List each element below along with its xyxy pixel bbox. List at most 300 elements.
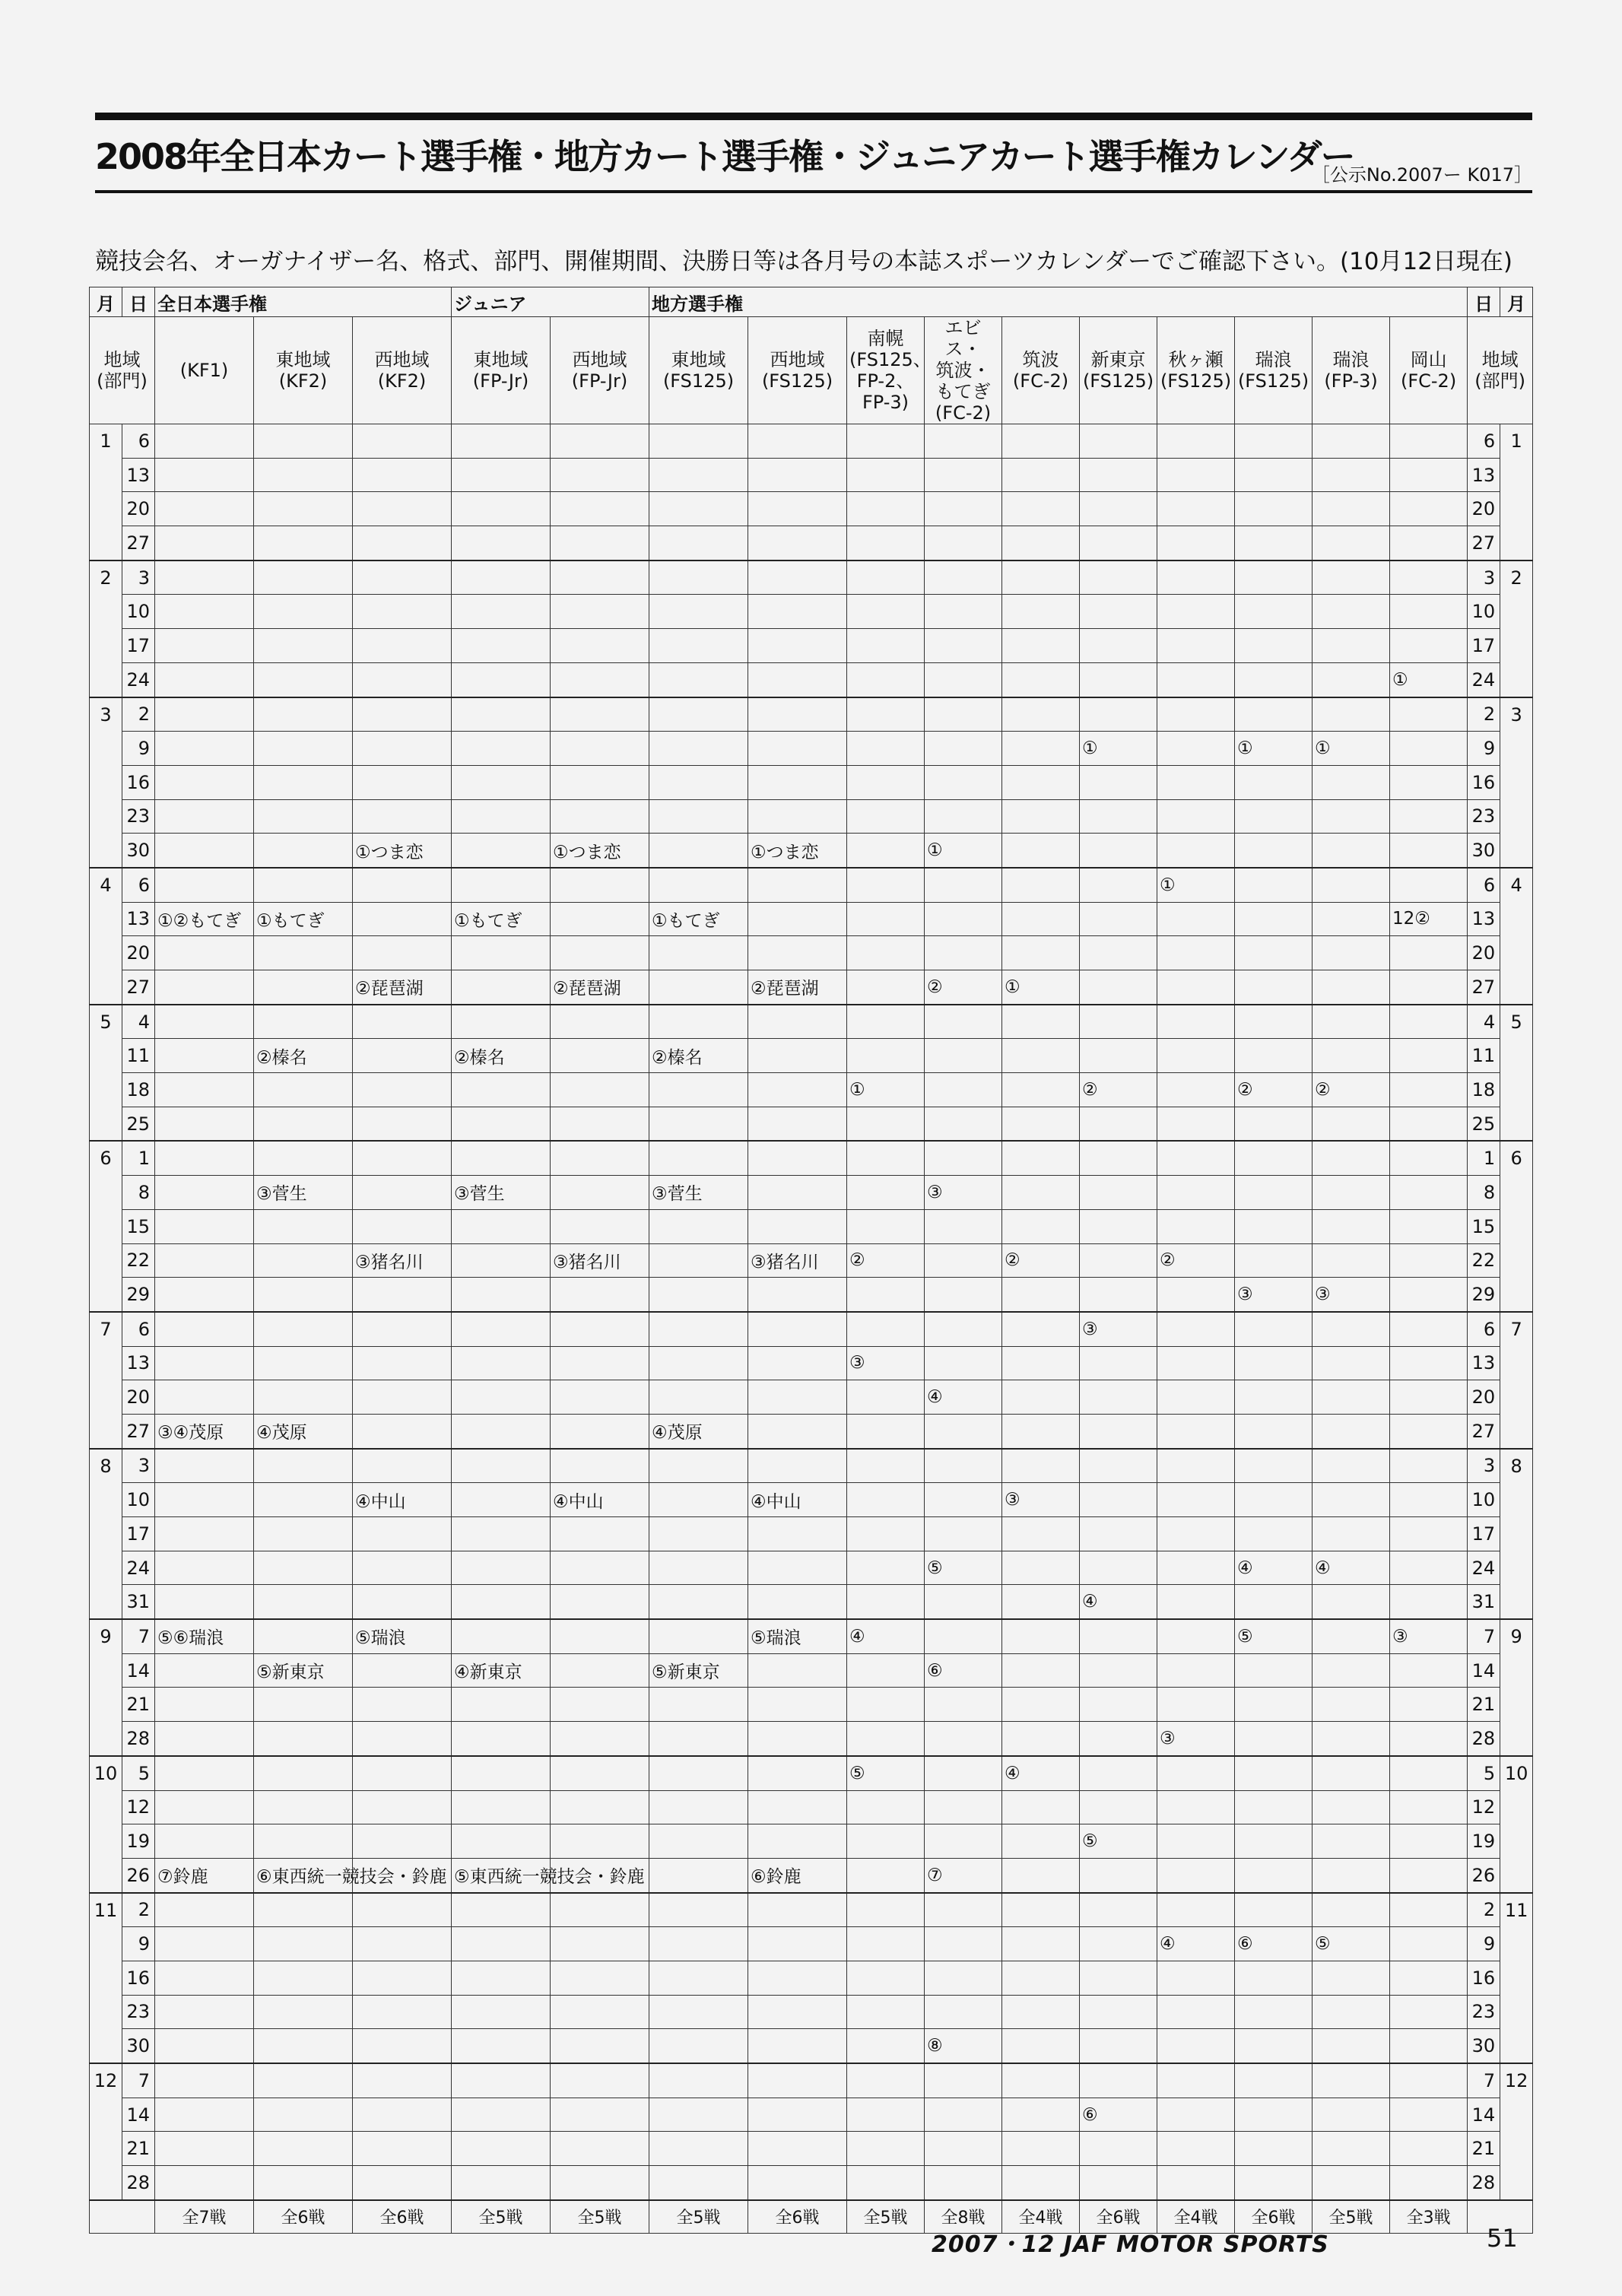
- event-cell: [748, 1107, 847, 1141]
- event-cell: [1235, 1585, 1313, 1619]
- event-cell: [452, 1107, 551, 1141]
- column-header: 瑞浪 (FP-3): [1313, 317, 1390, 424]
- event-cell: [748, 1073, 847, 1107]
- event-cell: [1080, 1893, 1157, 1927]
- table-row: [90, 1141, 1533, 1175]
- event-cell: [353, 1209, 452, 1243]
- event-cell: [254, 662, 353, 697]
- table-row: [90, 1824, 1533, 1859]
- event-cell: [254, 492, 353, 526]
- event-cell: [551, 1039, 649, 1073]
- event-cell: [748, 1005, 847, 1039]
- month-cell: 12: [90, 2063, 122, 2200]
- event-cell: [847, 1483, 925, 1517]
- event-cell: [748, 2132, 847, 2166]
- event-cell: ④: [925, 1380, 1002, 1415]
- table-row: [90, 1790, 1533, 1824]
- column-header: 筑波 (FC-2): [1002, 317, 1080, 424]
- day-cell-right: 3: [1468, 1449, 1500, 1483]
- month-header-right: 月: [1500, 287, 1533, 317]
- event-cell: [748, 1551, 847, 1585]
- table-row: [90, 1209, 1533, 1243]
- event-cell: [254, 1312, 353, 1346]
- day-cell-right: 12: [1468, 1790, 1500, 1824]
- day-cell: 4: [122, 1005, 155, 1039]
- event-cell: [748, 458, 847, 492]
- event-cell: [925, 1449, 1002, 1483]
- event-cell: [649, 1073, 748, 1107]
- event-cell: [748, 765, 847, 799]
- event-cell: [925, 1585, 1002, 1619]
- event-cell: [1235, 1824, 1313, 1859]
- event-cell: [551, 1688, 649, 1722]
- event-cell: [1157, 662, 1235, 697]
- event-cell: [1390, 1756, 1468, 1790]
- event-cell: [1313, 526, 1390, 561]
- event-cell: [452, 526, 551, 561]
- event-cell: [353, 1927, 452, 1961]
- event-cell: [155, 2166, 254, 2200]
- event-cell: [1313, 492, 1390, 526]
- column-header: 東地域 (FP-Jr): [452, 317, 551, 424]
- event-cell: ②: [847, 1243, 925, 1278]
- event-cell: ①つま恋: [748, 834, 847, 868]
- event-cell: [1235, 1346, 1313, 1380]
- event-cell: [1313, 424, 1390, 459]
- event-cell: [254, 1722, 353, 1756]
- event-cell: [1002, 458, 1080, 492]
- event-cell: [847, 765, 925, 799]
- event-cell: ①もてぎ: [452, 902, 551, 936]
- event-cell: [353, 629, 452, 663]
- event-cell: [925, 424, 1002, 459]
- event-cell: [925, 732, 1002, 766]
- event-cell: [452, 1551, 551, 1585]
- month-cell-right: 3: [1500, 697, 1533, 868]
- table-row: [90, 902, 1533, 936]
- event-cell: ⑤⑥瑞浪: [155, 1619, 254, 1653]
- event-cell: [925, 936, 1002, 970]
- event-cell: [1002, 2166, 1080, 2200]
- month-cell-right: 11: [1500, 1893, 1533, 2063]
- table-row: [90, 1756, 1533, 1790]
- event-cell: [1235, 1688, 1313, 1722]
- event-cell: [925, 2063, 1002, 2098]
- event-cell: [925, 1961, 1002, 1995]
- event-cell: ⑦鈴鹿: [155, 1858, 254, 1892]
- total-cell: 全5戦: [649, 2200, 748, 2234]
- event-cell: [1157, 1414, 1235, 1448]
- event-cell: [551, 1722, 649, 1756]
- event-cell: [254, 1380, 353, 1415]
- event-cell: [649, 1005, 748, 1039]
- month-cell-right: 12: [1500, 2063, 1533, 2200]
- day-cell: 19: [122, 1824, 155, 1859]
- event-cell: [925, 1688, 1002, 1722]
- month-cell: 9: [90, 1619, 122, 1756]
- day-cell: 16: [122, 765, 155, 799]
- event-cell: [748, 1961, 847, 1995]
- event-cell: [1157, 526, 1235, 561]
- event-cell: [254, 1585, 353, 1619]
- event-cell: [1390, 1346, 1468, 1380]
- event-cell: [1313, 1312, 1390, 1346]
- day-cell: 24: [122, 1551, 155, 1585]
- event-cell: [1390, 1483, 1468, 1517]
- event-cell: [254, 1243, 353, 1278]
- event-cell: [155, 561, 254, 595]
- event-cell: [353, 526, 452, 561]
- table-row: [90, 1688, 1533, 1722]
- event-cell: [155, 1893, 254, 1927]
- event-cell: [847, 1688, 925, 1722]
- event-cell: [1002, 1141, 1080, 1175]
- event-cell: [254, 1995, 353, 2029]
- event-cell: ③: [847, 1346, 925, 1380]
- event-cell: [1235, 1176, 1313, 1210]
- event-cell: [1157, 1380, 1235, 1415]
- event-cell: [649, 2166, 748, 2200]
- day-cell: 28: [122, 1722, 155, 1756]
- event-cell: [925, 697, 1002, 732]
- day-cell: 6: [122, 868, 155, 902]
- event-cell: [748, 526, 847, 561]
- event-cell: [452, 561, 551, 595]
- table-row: [90, 868, 1533, 902]
- event-cell: [1157, 936, 1235, 970]
- event-cell: [1390, 1653, 1468, 1688]
- event-cell: [551, 1073, 649, 1107]
- event-cell: [254, 2098, 353, 2132]
- event-cell: ②: [1002, 1243, 1080, 1278]
- event-cell: [353, 1312, 452, 1346]
- day-cell: 16: [122, 1961, 155, 1995]
- event-cell: [452, 1619, 551, 1653]
- day-cell-right: 16: [1468, 1961, 1500, 1995]
- day-cell: 15: [122, 1209, 155, 1243]
- event-cell: [452, 936, 551, 970]
- day-cell: 22: [122, 1243, 155, 1278]
- event-cell: [551, 1346, 649, 1380]
- event-cell: [155, 1380, 254, 1415]
- page-number: 51: [1487, 2224, 1518, 2253]
- event-cell: [649, 697, 748, 732]
- event-cell: ①: [1157, 868, 1235, 902]
- event-cell: [1002, 1039, 1080, 1073]
- event-cell: [1235, 1858, 1313, 1892]
- event-cell: [649, 1585, 748, 1619]
- column-header: エビス・ 筑波・ もてぎ (FC-2): [925, 317, 1002, 424]
- day-cell-right: 30: [1468, 834, 1500, 868]
- event-cell: [1235, 595, 1313, 629]
- event-cell: ①つま恋: [551, 834, 649, 868]
- event-cell: [1080, 1995, 1157, 2029]
- event-cell: [1080, 561, 1157, 595]
- day-cell: 2: [122, 1893, 155, 1927]
- event-cell: [1002, 1961, 1080, 1995]
- event-cell: [649, 834, 748, 868]
- event-cell: [925, 1278, 1002, 1312]
- event-cell: [925, 799, 1002, 834]
- event-cell: [847, 1585, 925, 1619]
- event-cell: [1313, 697, 1390, 732]
- event-cell: [748, 1722, 847, 1756]
- month-cell: 6: [90, 1141, 122, 1311]
- event-cell: [649, 2063, 748, 2098]
- event-cell: [551, 1312, 649, 1346]
- day-cell: 10: [122, 595, 155, 629]
- day-cell-right: 15: [1468, 1209, 1500, 1243]
- day-cell-right: 24: [1468, 662, 1500, 697]
- event-cell: [452, 799, 551, 834]
- event-cell: [551, 1380, 649, 1415]
- event-cell: [649, 1927, 748, 1961]
- event-cell: [649, 970, 748, 1005]
- event-cell: [551, 868, 649, 902]
- event-cell: [452, 1243, 551, 1278]
- event-cell: [1157, 1039, 1235, 1073]
- event-cell: [925, 1756, 1002, 1790]
- event-cell: ⑤瑞浪: [748, 1619, 847, 1653]
- event-cell: ④: [1235, 1551, 1313, 1585]
- day-cell: 14: [122, 2098, 155, 2132]
- event-cell: [155, 2098, 254, 2132]
- footer-magazine: 2007・12 JAF MOTOR SPORTS: [932, 2231, 1329, 2258]
- event-cell: ⑤: [1080, 1824, 1157, 1859]
- event-cell: [925, 1312, 1002, 1346]
- event-cell: [748, 1893, 847, 1927]
- event-cell: [1157, 1756, 1235, 1790]
- event-cell: [353, 1517, 452, 1551]
- event-cell: [925, 1107, 1002, 1141]
- event-cell: [1157, 2132, 1235, 2166]
- event-cell: [649, 1141, 748, 1175]
- event-cell: [353, 1346, 452, 1380]
- event-cell: [1313, 1688, 1390, 1722]
- event-cell: [452, 629, 551, 663]
- event-cell: ①: [1080, 732, 1157, 766]
- event-cell: [649, 1995, 748, 2029]
- table-row: [90, 1585, 1533, 1619]
- event-cell: [1080, 424, 1157, 459]
- event-cell: [1080, 1414, 1157, 1448]
- event-cell: [155, 1039, 254, 1073]
- event-cell: ⑥東西統一競技会・鈴鹿: [254, 1858, 353, 1892]
- event-cell: [925, 595, 1002, 629]
- event-cell: [1313, 970, 1390, 1005]
- day-cell: 9: [122, 1927, 155, 1961]
- table-row: [90, 834, 1533, 868]
- event-cell: [1157, 2063, 1235, 2098]
- event-cell: [1157, 458, 1235, 492]
- event-cell: [1313, 458, 1390, 492]
- event-cell: [155, 662, 254, 697]
- event-cell: [254, 595, 353, 629]
- day-cell-right: 5: [1468, 1756, 1500, 1790]
- event-cell: [1390, 424, 1468, 459]
- day-cell-right: 20: [1468, 492, 1500, 526]
- event-cell: [1002, 1893, 1080, 1927]
- event-cell: [353, 1722, 452, 1756]
- event-cell: ④: [1157, 1927, 1235, 1961]
- event-cell: [1080, 1278, 1157, 1312]
- event-cell: ⑥: [1080, 2098, 1157, 2132]
- event-cell: [1002, 1073, 1080, 1107]
- event-cell: [1157, 732, 1235, 766]
- event-cell: [847, 1107, 925, 1141]
- event-cell: [1157, 1688, 1235, 1722]
- event-cell: [551, 492, 649, 526]
- event-cell: [1313, 1107, 1390, 1141]
- event-cell: [452, 1380, 551, 1415]
- event-cell: [748, 1209, 847, 1243]
- event-cell: [254, 561, 353, 595]
- event-cell: [452, 1005, 551, 1039]
- event-cell: [155, 1551, 254, 1585]
- day-cell: 20: [122, 936, 155, 970]
- event-cell: [1313, 629, 1390, 663]
- day-cell: 28: [122, 2166, 155, 2200]
- event-cell: [1080, 868, 1157, 902]
- event-cell: [155, 2132, 254, 2166]
- event-cell: [1080, 697, 1157, 732]
- day-cell: 13: [122, 1346, 155, 1380]
- day-cell: 27: [122, 526, 155, 561]
- month-cell: 1: [90, 424, 122, 561]
- event-cell: [1390, 970, 1468, 1005]
- event-cell: [452, 1209, 551, 1243]
- event-cell: [1080, 1039, 1157, 1073]
- event-cell: [551, 458, 649, 492]
- day-cell: 9: [122, 732, 155, 766]
- event-cell: [551, 902, 649, 936]
- total-cell: 全5戦: [452, 2200, 551, 2234]
- event-cell: [925, 1483, 1002, 1517]
- event-cell: [1157, 1653, 1235, 1688]
- event-cell: [1390, 799, 1468, 834]
- month-cell-right: 10: [1500, 1756, 1533, 1893]
- event-cell: [1002, 1995, 1080, 2029]
- event-cell: [353, 1449, 452, 1483]
- event-cell: [1157, 1141, 1235, 1175]
- event-cell: [155, 1346, 254, 1380]
- day-cell-right: 6: [1468, 424, 1500, 459]
- event-cell: [551, 1585, 649, 1619]
- event-cell: [1390, 1688, 1468, 1722]
- total-cell: 全6戦: [1235, 2200, 1313, 2234]
- month-cell: 4: [90, 868, 122, 1005]
- event-cell: [452, 595, 551, 629]
- day-cell-right: 14: [1468, 1653, 1500, 1688]
- event-cell: [452, 2132, 551, 2166]
- event-cell: [1080, 1551, 1157, 1585]
- event-cell: [1002, 595, 1080, 629]
- event-cell: [1313, 1483, 1390, 1517]
- table-row: [90, 492, 1533, 526]
- event-cell: [748, 1176, 847, 1210]
- event-cell: [748, 902, 847, 936]
- event-cell: [1002, 1585, 1080, 1619]
- event-cell: [1080, 1107, 1157, 1141]
- table-row: [90, 1927, 1533, 1961]
- day-cell-right: 28: [1468, 2166, 1500, 2200]
- event-cell: [1390, 2166, 1468, 2200]
- event-cell: ③④茂原: [155, 1414, 254, 1448]
- event-cell: [847, 2029, 925, 2063]
- event-cell: [1002, 629, 1080, 663]
- event-cell: [1313, 2166, 1390, 2200]
- event-cell: [1080, 2029, 1157, 2063]
- event-cell: ③菅生: [649, 1176, 748, 1210]
- event-cell: [452, 1790, 551, 1824]
- event-cell: [1235, 1995, 1313, 2029]
- event-cell: [452, 1824, 551, 1859]
- event-cell: [353, 1278, 452, 1312]
- event-cell: [155, 868, 254, 902]
- event-cell: [254, 1790, 353, 1824]
- event-cell: [1080, 834, 1157, 868]
- table-row: [90, 1653, 1533, 1688]
- event-cell: [1002, 834, 1080, 868]
- event-cell: [925, 1039, 1002, 1073]
- event-cell: [649, 1243, 748, 1278]
- event-cell: [452, 2166, 551, 2200]
- event-cell: [155, 1176, 254, 1210]
- event-cell: [254, 970, 353, 1005]
- event-cell: [551, 526, 649, 561]
- total-cell: 全6戦: [1080, 2200, 1157, 2234]
- day-cell: 8: [122, 1176, 155, 1210]
- event-cell: [1235, 1005, 1313, 1039]
- event-cell: [847, 662, 925, 697]
- event-cell: [353, 492, 452, 526]
- event-cell: [1080, 1243, 1157, 1278]
- event-cell: [353, 868, 452, 902]
- month-cell: 8: [90, 1449, 122, 1619]
- calendar-table: [89, 287, 1533, 2234]
- event-cell: [847, 2132, 925, 2166]
- event-cell: ③: [1390, 1619, 1468, 1653]
- event-cell: [1157, 629, 1235, 663]
- day-cell-right: 17: [1468, 629, 1500, 663]
- event-cell: [353, 1961, 452, 1995]
- event-cell: [1390, 2063, 1468, 2098]
- event-cell: [551, 1278, 649, 1312]
- event-cell: ⑤新東京: [649, 1653, 748, 1688]
- event-cell: [1080, 526, 1157, 561]
- event-cell: [925, 662, 1002, 697]
- event-cell: [155, 1927, 254, 1961]
- table-row: [90, 629, 1533, 663]
- event-cell: [155, 595, 254, 629]
- event-cell: [155, 970, 254, 1005]
- event-cell: [1313, 936, 1390, 970]
- event-cell: [551, 424, 649, 459]
- month-cell-right: 7: [1500, 1312, 1533, 1449]
- region-header-right: 地域 (部門): [1468, 317, 1533, 424]
- event-cell: [353, 2063, 452, 2098]
- event-cell: [353, 424, 452, 459]
- event-cell: [155, 799, 254, 834]
- event-cell: [1390, 697, 1468, 732]
- event-cell: [254, 1278, 353, 1312]
- table-row: [90, 424, 1533, 459]
- intro-text: 競技会名、オーガナイザー名、格式、部門、開催期間、決勝日等は各月号の本誌スポーツカレンダーでご確認下さい。(10月12日現在): [95, 248, 1513, 275]
- event-cell: [1002, 1312, 1080, 1346]
- event-cell: [847, 1414, 925, 1448]
- table-row: [90, 1005, 1533, 1039]
- day-cell: 29: [122, 1278, 155, 1312]
